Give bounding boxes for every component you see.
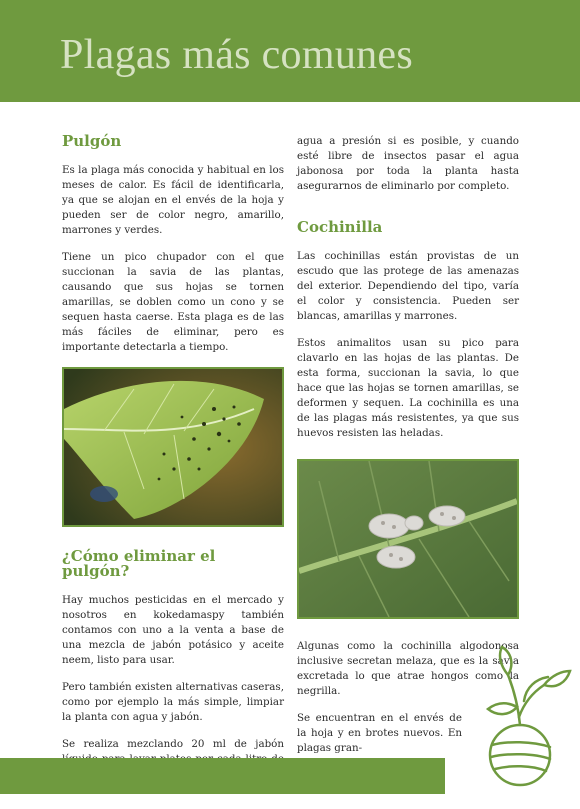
section-heading-eliminar: ¿Cómo eliminar el pulgón? bbox=[62, 547, 216, 580]
cochinilla-paragraph-3: Algunas como la cochinilla algodonosa inclusive secretan melaza, que es la savia excretada lo que atrae hongos como la negrilla. bbox=[297, 640, 519, 697]
section-heading-cochinilla: Cochinilla bbox=[297, 218, 383, 236]
eliminar-paragraph-2: Pero también existen alternativas caseras, como por ejemplo la más simple, limpiar la planta con agua y jabón. bbox=[62, 681, 284, 723]
eliminar-paragraph-4: agua a presión si es posible, y cuando esté libre de insectos pasar el agua jabonosa por toda la planta hasta asegurarnos de eliminarlo por completo. bbox=[297, 135, 519, 192]
header-banner bbox=[0, 0, 580, 102]
pulgon-paragraph-1: Es la plaga más conocida y habitual en los meses de calor. Es fácil de identificarla, ya que se alojan en el envés de la hoja y pueden ser de color negro, amarillo, marrones y verdes. bbox=[62, 164, 284, 236]
eliminar-paragraph-3: Se realiza mezclando 20 ml de jabón bbox=[62, 738, 284, 750]
cochinilla-paragraph-2: Estos animalitos usan su pico para clavarlo en las hojas de las plantas. De esta forma, succionan la savia, lo que hace que las hojas se tornen amarillas, se deformen y sequen. La cochinilla es una de las plagas más resistentes, ya que sus huevos resisten las heladas. bbox=[297, 337, 519, 439]
eliminar-paragraph-1: Hay muchos pesticidas en el mercado y nosotros en kokedamaspy también contamos con uno a la venta a base de una mezcla de jabón potásico y aceite neem, listo para usar. bbox=[62, 594, 284, 666]
left-column bbox=[62, 134, 284, 809]
cochinilla-paragraph-1: Las cochinillas están provistas de un escudo que las protege de las amenazas del exterior. Dependiendo del tipo, varía el color y consistencia. Pueden ser blancas, amarillas y marrones. bbox=[297, 250, 519, 322]
pulgon-paragraph-2: Tiene un pico chupador con el que succionan la savia de las plantas, causando que sus hojas se tornen amarillas, se doblen como un cono y se sequen hasta caerse. Esta plaga es de las más fáciles de eliminar, pero es importante detectarla a tiempo. bbox=[62, 251, 284, 353]
cochinilla-paragraph-4: Se encuentran en el envés de la hoja y en brotes nuevos. En plagas gran- bbox=[297, 712, 462, 754]
mealybug-leaf-photo bbox=[297, 459, 519, 619]
page-title: Plagas más comunes bbox=[60, 32, 414, 78]
aphid-leaf-photo bbox=[62, 367, 284, 527]
sprout-in-ball-icon bbox=[462, 645, 572, 794]
footer-bar bbox=[0, 758, 445, 794]
section-heading-pulgon: Pulgón bbox=[62, 132, 122, 150]
